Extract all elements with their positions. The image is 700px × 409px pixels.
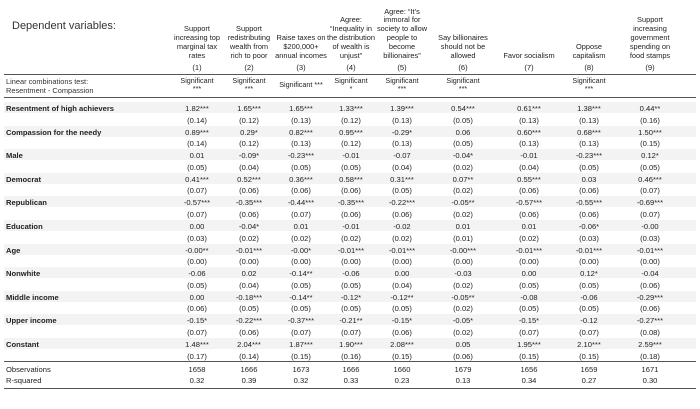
standard-error-cell: (0.07) bbox=[519, 327, 539, 337]
coefficient-cell: 2.59*** bbox=[638, 340, 662, 349]
standard-error-cell: (0.15) bbox=[291, 351, 311, 361]
footer-cell: 0.39 bbox=[241, 375, 257, 385]
coefficient-cell: 0.68*** bbox=[577, 127, 601, 137]
row-label: Resentment of high achievers bbox=[6, 104, 115, 113]
coefficient-cell: 0.54*** bbox=[451, 104, 475, 113]
lin-test-result: Significant bbox=[572, 76, 606, 85]
footer-cell: 1659 bbox=[580, 364, 598, 374]
standard-error-cell: (0.06) bbox=[392, 209, 412, 219]
standard-error-cell: (0.04) bbox=[392, 280, 412, 290]
coefficient-cell: -0.15* bbox=[391, 316, 413, 326]
coefficient-cell: 0.07** bbox=[452, 174, 474, 184]
coefficient-cell: -0.23*** bbox=[575, 151, 603, 161]
coefficient-cell: -0.03 bbox=[454, 269, 472, 279]
column-number: (7) bbox=[524, 63, 534, 72]
column-header: Agree: “It’s immoral for society to allow people to become billionaires” bbox=[376, 6, 428, 61]
lin-test-stars: *** bbox=[192, 84, 202, 93]
coefficient-cell: -0.35*** bbox=[235, 198, 263, 208]
coefficient-cell: -0.44*** bbox=[287, 198, 315, 208]
row-label: Male bbox=[6, 151, 23, 161]
lin-test-stars: *** bbox=[458, 84, 468, 93]
standard-error-cell: (0.00) bbox=[239, 257, 259, 267]
column-header: Favor socialism bbox=[503, 51, 555, 61]
coefficient-cell: -0.55*** bbox=[575, 198, 603, 208]
standard-error-cell: (0.07) bbox=[187, 327, 207, 337]
standard-error-cell: (0.06) bbox=[239, 209, 259, 219]
footer-cell: 1679 bbox=[454, 364, 472, 374]
coefficient-cell: 1.50*** bbox=[638, 127, 662, 137]
coefficient-cell: 0.29* bbox=[240, 127, 258, 137]
standard-error-cell: (0.07) bbox=[291, 209, 311, 219]
lin-test-stars: *** bbox=[244, 84, 254, 93]
coefficient-cell: -0.09* bbox=[238, 151, 260, 161]
coefficient-cell: 0.01 bbox=[189, 151, 205, 161]
standard-error-cell: (0.06) bbox=[640, 304, 660, 314]
column-header: Say billionaires should not be allowed bbox=[438, 33, 488, 61]
coefficient-cell: 0.36*** bbox=[289, 174, 313, 184]
lin-test-cell bbox=[223, 77, 275, 93]
footer-cell: 1660 bbox=[393, 364, 411, 374]
coefficient-cell: 1.65*** bbox=[237, 104, 261, 113]
footer-cell: 0.34 bbox=[521, 375, 537, 385]
standard-error-cell: (0.05) bbox=[291, 304, 311, 314]
standard-error-cell: (0.07) bbox=[640, 209, 660, 219]
coefficient-cell: -0.14** bbox=[289, 269, 313, 279]
footer-cell: 0.27 bbox=[581, 375, 597, 385]
standard-error-cell: (0.00) bbox=[291, 257, 311, 267]
coefficient-cell: -0.69*** bbox=[636, 198, 664, 208]
column-number: (2) bbox=[244, 63, 254, 72]
coefficient-cell: 1.39*** bbox=[390, 104, 414, 113]
standard-error-cell: (0.01) bbox=[453, 233, 473, 243]
standard-error-cell: (0.06) bbox=[341, 186, 361, 196]
coefficient-cell: 2.08*** bbox=[390, 340, 414, 349]
standard-error-cell: (0.06) bbox=[291, 186, 311, 196]
standard-error-cell: (0.05) bbox=[187, 162, 207, 172]
standard-error-cell: (0.05) bbox=[392, 186, 412, 196]
footer-cell: 0.33 bbox=[343, 375, 359, 385]
footer-cell: 1656 bbox=[520, 364, 538, 374]
coefficient-cell: 0.55*** bbox=[517, 174, 541, 184]
standard-error-cell: (0.00) bbox=[640, 257, 660, 267]
footer-cell: 1666 bbox=[240, 364, 258, 374]
footer-cell: 1658 bbox=[188, 364, 206, 374]
standard-error-cell: (0.16) bbox=[640, 115, 660, 125]
standard-error-cell: (0.06) bbox=[392, 327, 412, 337]
standard-error-cell: (0.04) bbox=[392, 162, 412, 172]
coefficient-cell: 1.82*** bbox=[185, 104, 209, 113]
coefficient-cell: 0.41*** bbox=[185, 174, 209, 184]
standard-error-cell: (0.13) bbox=[392, 115, 412, 125]
standard-error-cell: (0.00) bbox=[341, 257, 361, 267]
coefficient-cell: -0.01*** bbox=[388, 245, 416, 255]
standard-error-cell: (0.06) bbox=[187, 304, 207, 314]
standard-error-cell: (0.14) bbox=[239, 351, 259, 361]
coefficient-cell: 0.00 bbox=[189, 292, 205, 302]
divider bbox=[4, 97, 696, 98]
coefficient-cell: -0.06* bbox=[578, 222, 600, 231]
footer-cell: 0.23 bbox=[394, 375, 410, 385]
standard-error-cell: (0.05) bbox=[187, 280, 207, 290]
coefficient-cell: -0.05** bbox=[451, 292, 475, 302]
coefficient-cell: -0.22*** bbox=[235, 316, 263, 326]
standard-error-cell: (0.15) bbox=[579, 351, 599, 361]
standard-error-cell: (0.13) bbox=[519, 115, 539, 125]
coefficient-cell: -0.12* bbox=[340, 292, 362, 302]
coefficient-cell: 0.60*** bbox=[517, 127, 541, 137]
row-label: Constant bbox=[6, 340, 39, 349]
lin-test-result: Significant bbox=[334, 76, 368, 85]
coefficient-cell: 1.65*** bbox=[289, 104, 313, 113]
standard-error-cell: (0.05) bbox=[453, 115, 473, 125]
standard-error-cell: (0.18) bbox=[640, 351, 660, 361]
coefficient-cell: 0.52*** bbox=[237, 174, 261, 184]
coefficient-cell: 0.95*** bbox=[339, 127, 363, 137]
standard-error-cell: (0.13) bbox=[291, 139, 311, 149]
standard-error-cell: (0.00) bbox=[453, 257, 473, 267]
standard-error-cell: (0.02) bbox=[519, 233, 539, 243]
coefficient-cell: -0.05* bbox=[452, 316, 474, 326]
standard-error-cell: (0.06) bbox=[640, 280, 660, 290]
standard-error-cell: (0.06) bbox=[239, 327, 259, 337]
lin-test-sublabel: Resentment - Compassion bbox=[6, 86, 94, 95]
coefficient-cell: 0.01 bbox=[293, 222, 309, 231]
standard-error-cell: (0.07) bbox=[579, 327, 599, 337]
standard-error-cell: (0.06) bbox=[579, 186, 599, 196]
coefficient-cell: 2.10*** bbox=[577, 340, 601, 349]
coefficient-cell: 0.02 bbox=[241, 269, 257, 279]
standard-error-cell: (0.06) bbox=[519, 186, 539, 196]
standard-error-cell: (0.13) bbox=[519, 139, 539, 149]
coefficient-cell: -0.08 bbox=[520, 292, 538, 302]
standard-error-cell: (0.06) bbox=[341, 209, 361, 219]
standard-error-cell: (0.13) bbox=[579, 139, 599, 149]
standard-error-cell: (0.06) bbox=[579, 209, 599, 219]
column-number: (4) bbox=[346, 63, 356, 72]
standard-error-cell: (0.04) bbox=[519, 162, 539, 172]
coefficient-cell: -0.01 bbox=[520, 151, 538, 161]
lin-test-result: Significant *** bbox=[279, 80, 323, 89]
standard-error-cell: (0.13) bbox=[579, 115, 599, 125]
coefficient-cell: -0.23*** bbox=[287, 151, 315, 161]
coefficient-cell: -0.35*** bbox=[337, 198, 365, 208]
coefficient-cell: 1.48*** bbox=[185, 340, 209, 349]
standard-error-cell: (0.05) bbox=[341, 162, 361, 172]
coefficient-cell: 0.00 bbox=[189, 222, 205, 231]
standard-error-cell: (0.07) bbox=[341, 327, 361, 337]
coefficient-cell: 1.33*** bbox=[339, 104, 363, 113]
coefficient-cell: 1.38*** bbox=[577, 104, 601, 113]
standard-error-cell: (0.02) bbox=[453, 186, 473, 196]
lin-test-result: Significant bbox=[446, 76, 480, 85]
coefficient-cell: 0.31*** bbox=[390, 174, 414, 184]
footer-cell: 1666 bbox=[342, 364, 360, 374]
coefficient-cell: -0.18*** bbox=[235, 292, 263, 302]
coefficient-cell: -0.00* bbox=[290, 245, 312, 255]
standard-error-cell: (0.07) bbox=[640, 186, 660, 196]
standard-error-cell: (0.02) bbox=[453, 280, 473, 290]
coefficient-cell: -0.01 bbox=[342, 222, 360, 231]
lin-test-cell bbox=[275, 81, 327, 89]
column-number: (8) bbox=[584, 63, 594, 72]
lin-test-cell bbox=[171, 77, 223, 93]
standard-error-cell: (0.05) bbox=[341, 304, 361, 314]
coefficient-cell: 0.00 bbox=[394, 269, 410, 279]
standard-error-cell: (0.05) bbox=[640, 162, 660, 172]
coefficient-cell: -0.04 bbox=[641, 269, 659, 279]
coefficient-cell: -0.06 bbox=[342, 269, 360, 279]
row-label: Democrat bbox=[6, 174, 42, 184]
lin-test-cell bbox=[376, 77, 428, 93]
coefficient-cell: 1.87*** bbox=[289, 340, 313, 349]
coefficient-cell: 0.12* bbox=[580, 269, 598, 279]
standard-error-cell: (0.05) bbox=[291, 162, 311, 172]
coefficient-cell: -0.15* bbox=[186, 316, 208, 326]
coefficient-cell: -0.14** bbox=[289, 292, 313, 302]
lin-test-stars: * bbox=[349, 84, 353, 93]
footer-cell: 0.30 bbox=[642, 375, 658, 385]
standard-error-cell: (0.00) bbox=[392, 257, 412, 267]
footer-cell: 0.13 bbox=[455, 375, 471, 385]
standard-error-cell: (0.00) bbox=[519, 257, 539, 267]
column-number: (1) bbox=[192, 63, 202, 72]
lin-test-cell bbox=[325, 77, 377, 93]
lin-test-cell bbox=[563, 77, 615, 93]
row-label: Republican bbox=[6, 198, 47, 208]
coefficient-cell: -0.22*** bbox=[388, 198, 416, 208]
standard-error-cell: (0.02) bbox=[392, 233, 412, 243]
coefficient-cell: -0.12** bbox=[390, 292, 414, 302]
coefficient-cell: -0.01*** bbox=[575, 245, 603, 255]
column-header: Support increasing top marginal tax rates bbox=[173, 24, 220, 61]
coefficient-cell: 0.12* bbox=[641, 151, 659, 161]
coefficient-cell: 1.90*** bbox=[339, 340, 363, 349]
standard-error-cell: (0.02) bbox=[453, 327, 473, 337]
standard-error-cell: (0.14) bbox=[187, 115, 207, 125]
standard-error-cell: (0.05) bbox=[579, 304, 599, 314]
coefficient-cell: -0.04* bbox=[452, 151, 474, 161]
standard-error-cell: (0.05) bbox=[291, 280, 311, 290]
coefficient-cell: 0.03 bbox=[581, 174, 597, 184]
lin-test-result: Significant bbox=[180, 76, 214, 85]
standard-error-cell: (0.05) bbox=[453, 139, 473, 149]
standard-error-cell: (0.14) bbox=[187, 139, 207, 149]
standard-error-cell: (0.13) bbox=[392, 139, 412, 149]
standard-error-cell: (0.12) bbox=[341, 115, 361, 125]
standard-error-cell: (0.07) bbox=[187, 186, 207, 196]
coefficient-cell: 0.06 bbox=[455, 127, 471, 137]
footer-label: Observations bbox=[6, 364, 51, 374]
coefficient-cell: -0.29*** bbox=[636, 292, 664, 302]
lin-test-result: Significant bbox=[232, 76, 266, 85]
coefficient-cell: 0.00 bbox=[521, 269, 537, 279]
coefficient-cell: -0.57*** bbox=[515, 198, 543, 208]
standard-error-cell: (0.03) bbox=[579, 233, 599, 243]
standard-error-cell: (0.05) bbox=[341, 280, 361, 290]
coefficient-cell: -0.01*** bbox=[515, 245, 543, 255]
lin-test-result: Significant bbox=[385, 76, 419, 85]
standard-error-cell: (0.04) bbox=[239, 280, 259, 290]
coefficient-cell: 0.44** bbox=[639, 104, 661, 113]
lin-test-stars: *** bbox=[397, 84, 407, 93]
standard-error-cell: (0.04) bbox=[239, 162, 259, 172]
divider bbox=[4, 361, 696, 362]
coefficient-cell: -0.29* bbox=[391, 127, 413, 137]
divider bbox=[4, 388, 696, 389]
column-header: Raise taxes on $200,000+ annual incomes bbox=[275, 33, 327, 61]
coefficient-cell: 1.95*** bbox=[517, 340, 541, 349]
footer-cell: 1671 bbox=[641, 364, 659, 374]
row-label: Education bbox=[6, 222, 43, 231]
coefficient-cell: 0.58*** bbox=[339, 174, 363, 184]
divider bbox=[4, 74, 696, 75]
coefficient-cell: -0.06 bbox=[188, 269, 206, 279]
coefficient-cell: -0.12 bbox=[580, 316, 598, 326]
footer-cell: 0.32 bbox=[189, 375, 205, 385]
coefficient-cell: 0.01 bbox=[521, 222, 537, 231]
coefficient-cell: -0.27*** bbox=[636, 316, 664, 326]
standard-error-cell: (0.06) bbox=[519, 209, 539, 219]
column-number: (9) bbox=[645, 63, 655, 72]
column-number: (5) bbox=[397, 63, 407, 72]
coefficient-cell: 0.46*** bbox=[638, 174, 662, 184]
standard-error-cell: (0.03) bbox=[640, 233, 660, 243]
row-label: Middle income bbox=[6, 292, 59, 302]
coefficient-cell: -0.07 bbox=[393, 151, 411, 161]
standard-error-cell: (0.02) bbox=[341, 233, 361, 243]
standard-error-cell: (0.07) bbox=[187, 209, 207, 219]
standard-error-cell: (0.15) bbox=[392, 351, 412, 361]
footer-label: R-squared bbox=[6, 375, 42, 385]
coefficient-cell: -0.57*** bbox=[183, 198, 211, 208]
coefficient-cell: -0.00** bbox=[185, 245, 209, 255]
standard-error-cell: (0.02) bbox=[453, 304, 473, 314]
coefficient-cell: -0.00*** bbox=[449, 245, 477, 255]
standard-error-cell: (0.12) bbox=[341, 139, 361, 149]
standard-error-cell: (0.05) bbox=[519, 280, 539, 290]
standard-error-cell: (0.05) bbox=[392, 304, 412, 314]
coefficient-cell: -0.02 bbox=[393, 222, 411, 231]
footer-cell: 0.32 bbox=[293, 375, 309, 385]
standard-error-cell: (0.00) bbox=[187, 257, 207, 267]
standard-error-cell: (0.02) bbox=[239, 233, 259, 243]
standard-error-cell: (0.06) bbox=[453, 351, 473, 361]
column-header: Oppose capitalism bbox=[572, 42, 606, 61]
standard-error-cell: (0.15) bbox=[519, 351, 539, 361]
standard-error-cell: (0.02) bbox=[453, 209, 473, 219]
standard-error-cell: (0.13) bbox=[291, 115, 311, 125]
coefficient-cell: -0.15* bbox=[518, 316, 540, 326]
standard-error-cell: (0.00) bbox=[579, 257, 599, 267]
column-header: Support redistributing wealth from rich to poor bbox=[227, 24, 271, 61]
coefficient-cell: -0.06 bbox=[580, 292, 598, 302]
standard-error-cell: (0.07) bbox=[291, 327, 311, 337]
coefficient-cell: -0.01*** bbox=[337, 245, 365, 255]
coefficient-cell: -0.21** bbox=[339, 316, 363, 326]
standard-error-cell: (0.05) bbox=[239, 304, 259, 314]
standard-error-cell: (0.03) bbox=[187, 233, 207, 243]
standard-error-cell: (0.06) bbox=[239, 186, 259, 196]
coefficient-cell: 0.89*** bbox=[185, 127, 209, 137]
lin-test-label: Linear combinations test: bbox=[6, 77, 89, 86]
row-label: Nonwhite bbox=[6, 269, 41, 279]
row-label: Upper income bbox=[6, 316, 57, 326]
column-number: (3) bbox=[296, 63, 306, 72]
footer-cell: 1673 bbox=[292, 364, 310, 374]
standard-error-cell: (0.12) bbox=[239, 115, 259, 125]
standard-error-cell: (0.05) bbox=[579, 162, 599, 172]
coefficient-cell: -0.01 bbox=[342, 151, 360, 161]
coefficient-cell: -0.01*** bbox=[636, 245, 664, 255]
standard-error-cell: (0.02) bbox=[291, 233, 311, 243]
coefficient-cell: -0.04* bbox=[238, 222, 260, 231]
dependent-variables-label: Dependent variables: bbox=[12, 20, 116, 32]
coefficient-cell: 0.82*** bbox=[289, 127, 313, 137]
standard-error-cell: (0.15) bbox=[640, 139, 660, 149]
row-label: Compassion for the needy bbox=[6, 127, 102, 137]
coefficient-cell: -0.05** bbox=[451, 198, 475, 208]
row-label: Age bbox=[6, 245, 21, 255]
column-header: Agree: “Inequality in the distribution of wealth is unjust” bbox=[326, 15, 376, 61]
column-number: (6) bbox=[458, 63, 468, 72]
standard-error-cell: (0.05) bbox=[519, 304, 539, 314]
coefficient-cell: 0.05 bbox=[455, 340, 471, 349]
coefficient-cell: 2.04*** bbox=[237, 340, 261, 349]
standard-error-cell: (0.16) bbox=[341, 351, 361, 361]
coefficient-cell: 0.61*** bbox=[517, 104, 541, 113]
column-header: Support increasing government spending on food stamps bbox=[629, 15, 671, 61]
standard-error-cell: (0.08) bbox=[640, 327, 660, 337]
coefficient-cell: -0.37*** bbox=[287, 316, 315, 326]
coefficient-cell: 0.01 bbox=[455, 222, 471, 231]
lin-test-cell bbox=[437, 77, 489, 93]
coefficient-cell: -0.00 bbox=[641, 222, 659, 231]
lin-test-stars: *** bbox=[584, 84, 594, 93]
standard-error-cell: (0.12) bbox=[239, 139, 259, 149]
standard-error-cell: (0.02) bbox=[453, 162, 473, 172]
standard-error-cell: (0.05) bbox=[579, 280, 599, 290]
coefficient-cell: -0.01*** bbox=[235, 245, 263, 255]
standard-error-cell: (0.17) bbox=[187, 351, 207, 361]
